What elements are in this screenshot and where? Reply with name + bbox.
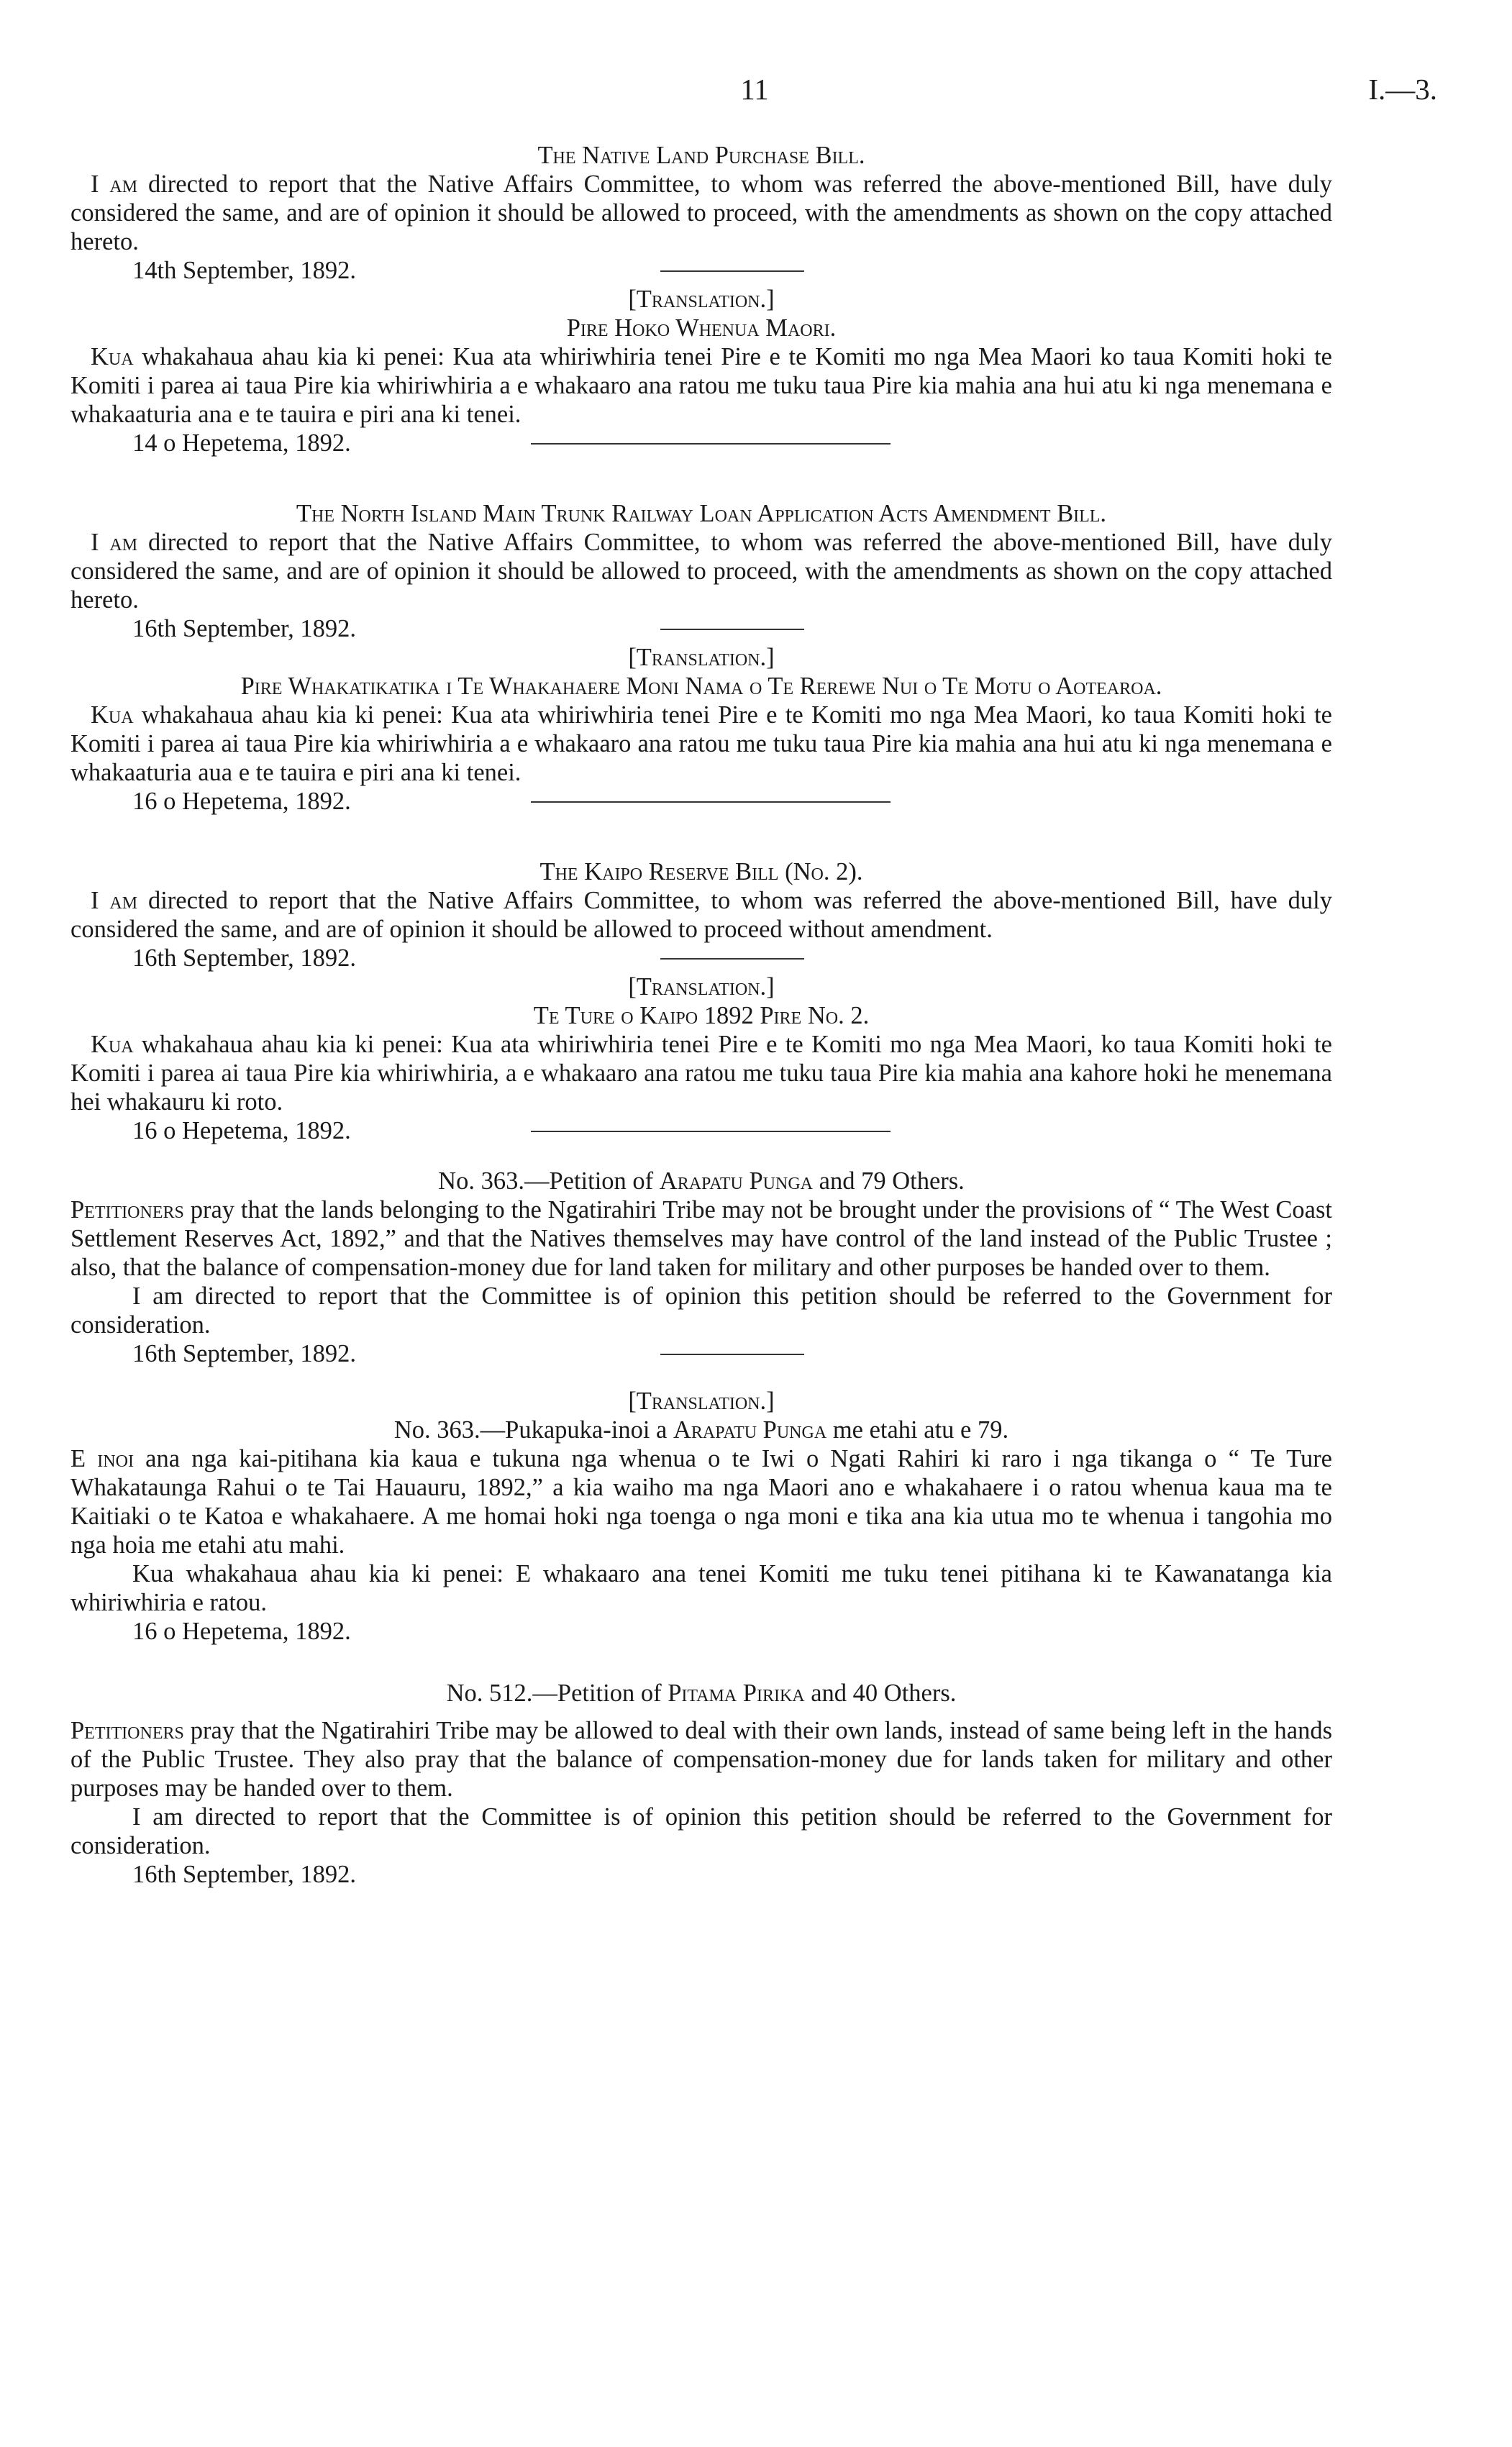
title-prefix: No. 512.—Petition of bbox=[446, 1680, 668, 1707]
translation-label: [Translation.] bbox=[628, 1387, 775, 1415]
date-text: 14 o Hepetema, 1892. bbox=[132, 429, 351, 457]
translation-label: [Translation.] bbox=[628, 973, 775, 1001]
date-text: 16 o Hepetema, 1892. bbox=[132, 1117, 351, 1144]
paragraph-lead: Petitioners bbox=[70, 1196, 184, 1224]
paragraph-text: ana nga kai-pitihana kia kaua e tukuna nga whenua o te Iwi o Ngati Rahiri ki raro i nga tikanga o “ Te Ture Whakataunga Rahui o te Tai Hauauru, 1892,” a kia waiho ma nga Maori ano e whakahaere i o ratou whenua kaua ma te Kaitiaki o te Katoa e whakahaere. A me homai hoki nga toenga o nga moni e tika ana kia utua mo te whenua i tangohia mo nga hoia me etahi atu mahi. bbox=[70, 1445, 1332, 1559]
paragraph-lead: I am bbox=[91, 529, 138, 556]
page-number: 11 bbox=[740, 73, 769, 106]
paragraph-lead: E inoi bbox=[70, 1445, 134, 1472]
report-date bbox=[70, 614, 1332, 643]
paragraph-text: directed to report that the Native Affairs Committee, to whom was referred the above-mentioned Bill, have duly considered the same, and are of opinion it should be allowed to proceed, with the amendments as shown on the copy attached hereto. bbox=[70, 529, 1332, 614]
petitioner-name: Arapatu Punga bbox=[673, 1416, 827, 1444]
paragraph-lead: I am bbox=[91, 170, 138, 198]
section-title bbox=[70, 1679, 1332, 1708]
report-date bbox=[70, 1339, 1332, 1368]
date-text: 16th September, 1892. bbox=[132, 615, 356, 642]
report-date bbox=[70, 944, 1332, 972]
date-text: 16th September, 1892. bbox=[132, 944, 356, 972]
translation-report: Kua whakahaua ahau kia ki penei: E whakaaro ana tenei Komiti me tuku tenei pitihana ki te Kawanatanga kia whiriwhiria e ratou. bbox=[70, 1560, 1332, 1616]
report-date: 16th September, 1892. bbox=[132, 1861, 356, 1888]
translation-date bbox=[70, 787, 1332, 816]
report-paragraph bbox=[70, 170, 1332, 256]
section-title: The Native Land Purchase Bill. bbox=[537, 142, 865, 169]
title-suffix: me etahi atu e 79. bbox=[826, 1416, 1009, 1444]
petition-paragraph bbox=[70, 1716, 1332, 1803]
petitioner-name: Pitama Pirika bbox=[668, 1680, 805, 1707]
section-title bbox=[70, 1167, 1332, 1195]
paragraph-lead: Petitioners bbox=[70, 1717, 184, 1744]
title-prefix: No. 363.—Petition of bbox=[438, 1167, 660, 1195]
translation-title: Te Ture o Kaipo 1892 Pire No. 2. bbox=[533, 1002, 870, 1029]
section-kaipo-reserve-bill bbox=[70, 857, 1332, 1145]
translation-paragraph bbox=[70, 1444, 1332, 1559]
document-body bbox=[70, 141, 1332, 1889]
translation-label: [Translation.] bbox=[628, 644, 775, 671]
paragraph-text: directed to report that the Native Affairs Committee, to whom was referred the above-mentioned Bill, have duly considered the same, and are of opinion it should be allowed to proceed, with the amendments as shown on the copy attached hereto. bbox=[70, 170, 1332, 255]
translation-date: 16 o Hepetema, 1892. bbox=[132, 1618, 351, 1645]
section-petition-512 bbox=[70, 1679, 1332, 1889]
paragraph-lead: Kua bbox=[91, 1031, 134, 1058]
section-divider bbox=[531, 443, 891, 445]
translation-date bbox=[70, 1116, 1332, 1145]
section-petition-363 bbox=[70, 1167, 1332, 1646]
committee-report: I am directed to report that the Committee is of opinion this petition should be referred to the Government for consideration. bbox=[70, 1803, 1332, 1859]
section-title: The North Island Main Trunk Railway Loan Application Acts Amendment Bill. bbox=[296, 500, 1107, 527]
translation-paragraph bbox=[70, 701, 1332, 787]
paragraph-text: directed to report that the Native Affairs Committee, to whom was referred the above-mentioned Bill, have duly considered the same, and are of opinion it should be allowed to proceed without amendment. bbox=[70, 887, 1332, 943]
paragraph-lead: I am bbox=[91, 887, 138, 914]
translation-title: Pire Whakatikatika i Te Whakahaere Moni Nama o Te Rerewe Nui o Te Motu o Aotearoa. bbox=[240, 673, 1162, 700]
date-text: 16th September, 1892. bbox=[132, 1340, 356, 1367]
date-text: 14th September, 1892. bbox=[132, 257, 356, 284]
divider bbox=[660, 1354, 804, 1355]
paper-reference: I.—3. bbox=[1368, 73, 1437, 106]
paragraph-text: whakahaua ahau kia ki penei: Kua ata whiriwhiria tenei Pire e te Komiti mo nga Mea Maori ko taua Komiti hoki te Komiti i parea ai taua Pire kia whiriwhiria a e whakaaro ana ratou me tuku taua Pire kia mahia ana hui atu ki nga menemana e whakaaturia ana e te tauira e piri ana ki tenei. bbox=[70, 343, 1332, 428]
paragraph-text: whakahaua ahau kia ki penei: Kua ata whiriwhiria tenei Pire e te Komiti mo nga Mea Maori, ko taua Komiti hoki te Komiti i parea ai taua Pire kia whiriwhiria, a e whakaaro ana ratou me tuku taua Pire kia mahia ana kahore hoki he menemana hei whakauru ki roto. bbox=[70, 1031, 1332, 1116]
translation-title bbox=[70, 1416, 1332, 1444]
section-north-island-main-trunk-bill bbox=[70, 499, 1332, 816]
translation-title: Pire Hoko Whenua Maori. bbox=[566, 314, 837, 342]
translation-date bbox=[70, 429, 1332, 457]
divider bbox=[660, 958, 804, 960]
section-title: The Kaipo Reserve Bill (No. 2). bbox=[539, 858, 863, 885]
paragraph-lead: Kua bbox=[91, 343, 134, 370]
title-suffix: and 40 Others. bbox=[804, 1680, 957, 1707]
committee-report: I am directed to report that the Committee is of opinion this petition should be referred to the Government for consideration. bbox=[70, 1282, 1332, 1339]
title-prefix: No. 363.—Pukapuka-inoi a bbox=[393, 1416, 673, 1444]
page-header bbox=[72, 72, 1437, 115]
paragraph-text: whakahaua ahau kia ki penei: Kua ata whiriwhiria tenei Pire e te Komiti mo nga Mea Maori, ko taua Komiti hoki te Komiti i parea ai taua Pire kia whiriwhiria a e whakaaro ana ratou me tuku taua Pire kia mahia ana hui atu ki nga menemana e whakaaturia aua e te tauira e piri ana ki tenei. bbox=[70, 701, 1332, 786]
paragraph-lead: Kua bbox=[91, 701, 134, 729]
section-divider bbox=[531, 1131, 891, 1132]
date-text: 16 o Hepetema, 1892. bbox=[132, 788, 351, 815]
paragraph-text: pray that the lands belonging to the Ngatirahiri Tribe may not be brought under the provisions of “ The West Coast Settlement Reserves Act, 1892,” and that the Natives themselves may have control of the land instead of the Public Trustee ; also, that the balance of compensation-money due for land taken for military and other purposes be handed over to them. bbox=[70, 1196, 1332, 1281]
divider bbox=[660, 629, 804, 630]
petitioner-name: Arapatu Punga bbox=[659, 1167, 814, 1195]
translation-paragraph bbox=[70, 1030, 1332, 1116]
paragraph-text: pray that the Ngatirahiri Tribe may be allowed to deal with their own lands, instead of same being left in the hands of the Public Trustee. They also pray that the balance of compensation-money due for lands taken for military and other purposes may be handed over to them. bbox=[70, 1717, 1332, 1802]
section-divider bbox=[531, 801, 891, 803]
translation-label: [Translation.] bbox=[628, 286, 775, 313]
report-paragraph bbox=[70, 886, 1332, 944]
petition-paragraph bbox=[70, 1195, 1332, 1282]
translation-paragraph bbox=[70, 342, 1332, 429]
title-suffix: and 79 Others. bbox=[813, 1167, 965, 1195]
section-native-land-purchase-bill bbox=[70, 141, 1332, 457]
report-date bbox=[70, 256, 1332, 285]
report-paragraph bbox=[70, 528, 1332, 614]
divider bbox=[660, 270, 804, 272]
